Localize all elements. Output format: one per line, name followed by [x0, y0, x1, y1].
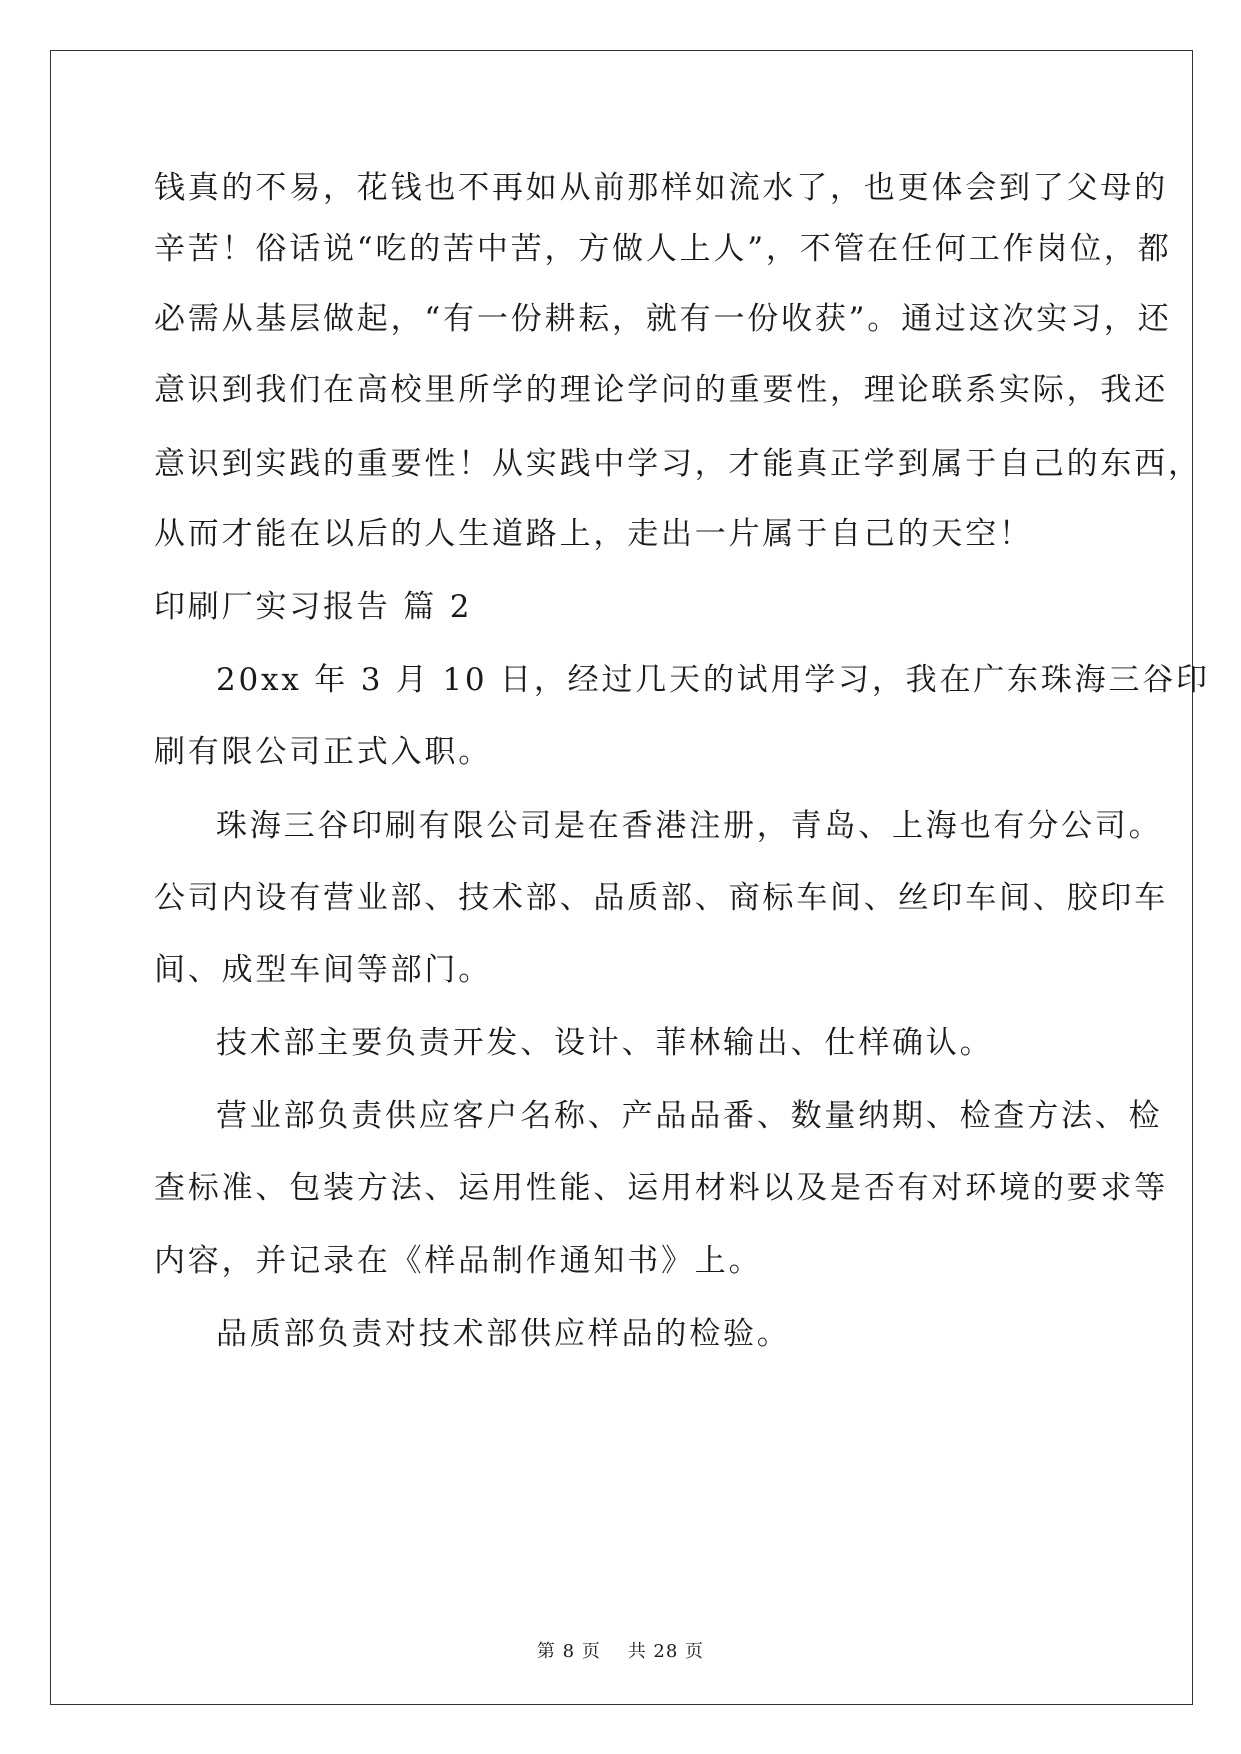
body-line: 技术部主要负责开发、设计、菲林输出、仕样确认。 — [216, 1025, 994, 1061]
body-line: 查标准、包装方法、运用性能、运用材料以及是否有对环境的要求等 — [154, 1170, 1168, 1206]
body-line: 辛苦！俗话说“吃的苦中苦，方做人上人”，不管在任何工作岗位，都 — [154, 231, 1172, 267]
body-line: 内容，并记录在《样品制作通知书》上。 — [154, 1243, 763, 1279]
body-line: 必需从基层做起，“有一份耕耘，就有一份收获”。通过这次实习，还 — [154, 301, 1172, 337]
body-line: 珠海三谷印刷有限公司是在香港注册，青岛、上海也有分公司。 — [216, 808, 1163, 844]
body-line: 间、成型车间等部门。 — [154, 952, 492, 988]
body-line: 意识到实践的重要性！从实践中学习，才能真正学到属于自己的东西， — [154, 446, 1202, 482]
body-line: 品质部负责对技术部供应样品的检验。 — [216, 1316, 791, 1352]
body-line: 公司内设有营业部、技术部、品质部、商标车间、丝印车间、胶印车 — [154, 880, 1168, 916]
body-line: 从而才能在以后的人生道路上，走出一片属于自己的天空！ — [154, 516, 1033, 552]
page-number-footer: 第 8 页 共 28 页 — [536, 1641, 705, 1662]
body-line: 刷有限公司正式入职。 — [154, 734, 492, 770]
body-line: 20xx 年 3 月 10 日，经过几天的试用学习，我在广东珠海三谷印 — [216, 662, 1210, 698]
body-line: 营业部负责供应客户名称、产品品番、数量纳期、检查方法、检 — [216, 1098, 1163, 1134]
body-line: 意识到我们在高校里所学的理论学问的重要性，理论联系实际，我还 — [154, 372, 1168, 408]
section-heading: 印刷厂实习报告 篇 2 — [154, 589, 473, 625]
body-line: 钱真的不易，花钱也不再如从前那样如流水了，也更体会到了父母的 — [154, 170, 1168, 206]
